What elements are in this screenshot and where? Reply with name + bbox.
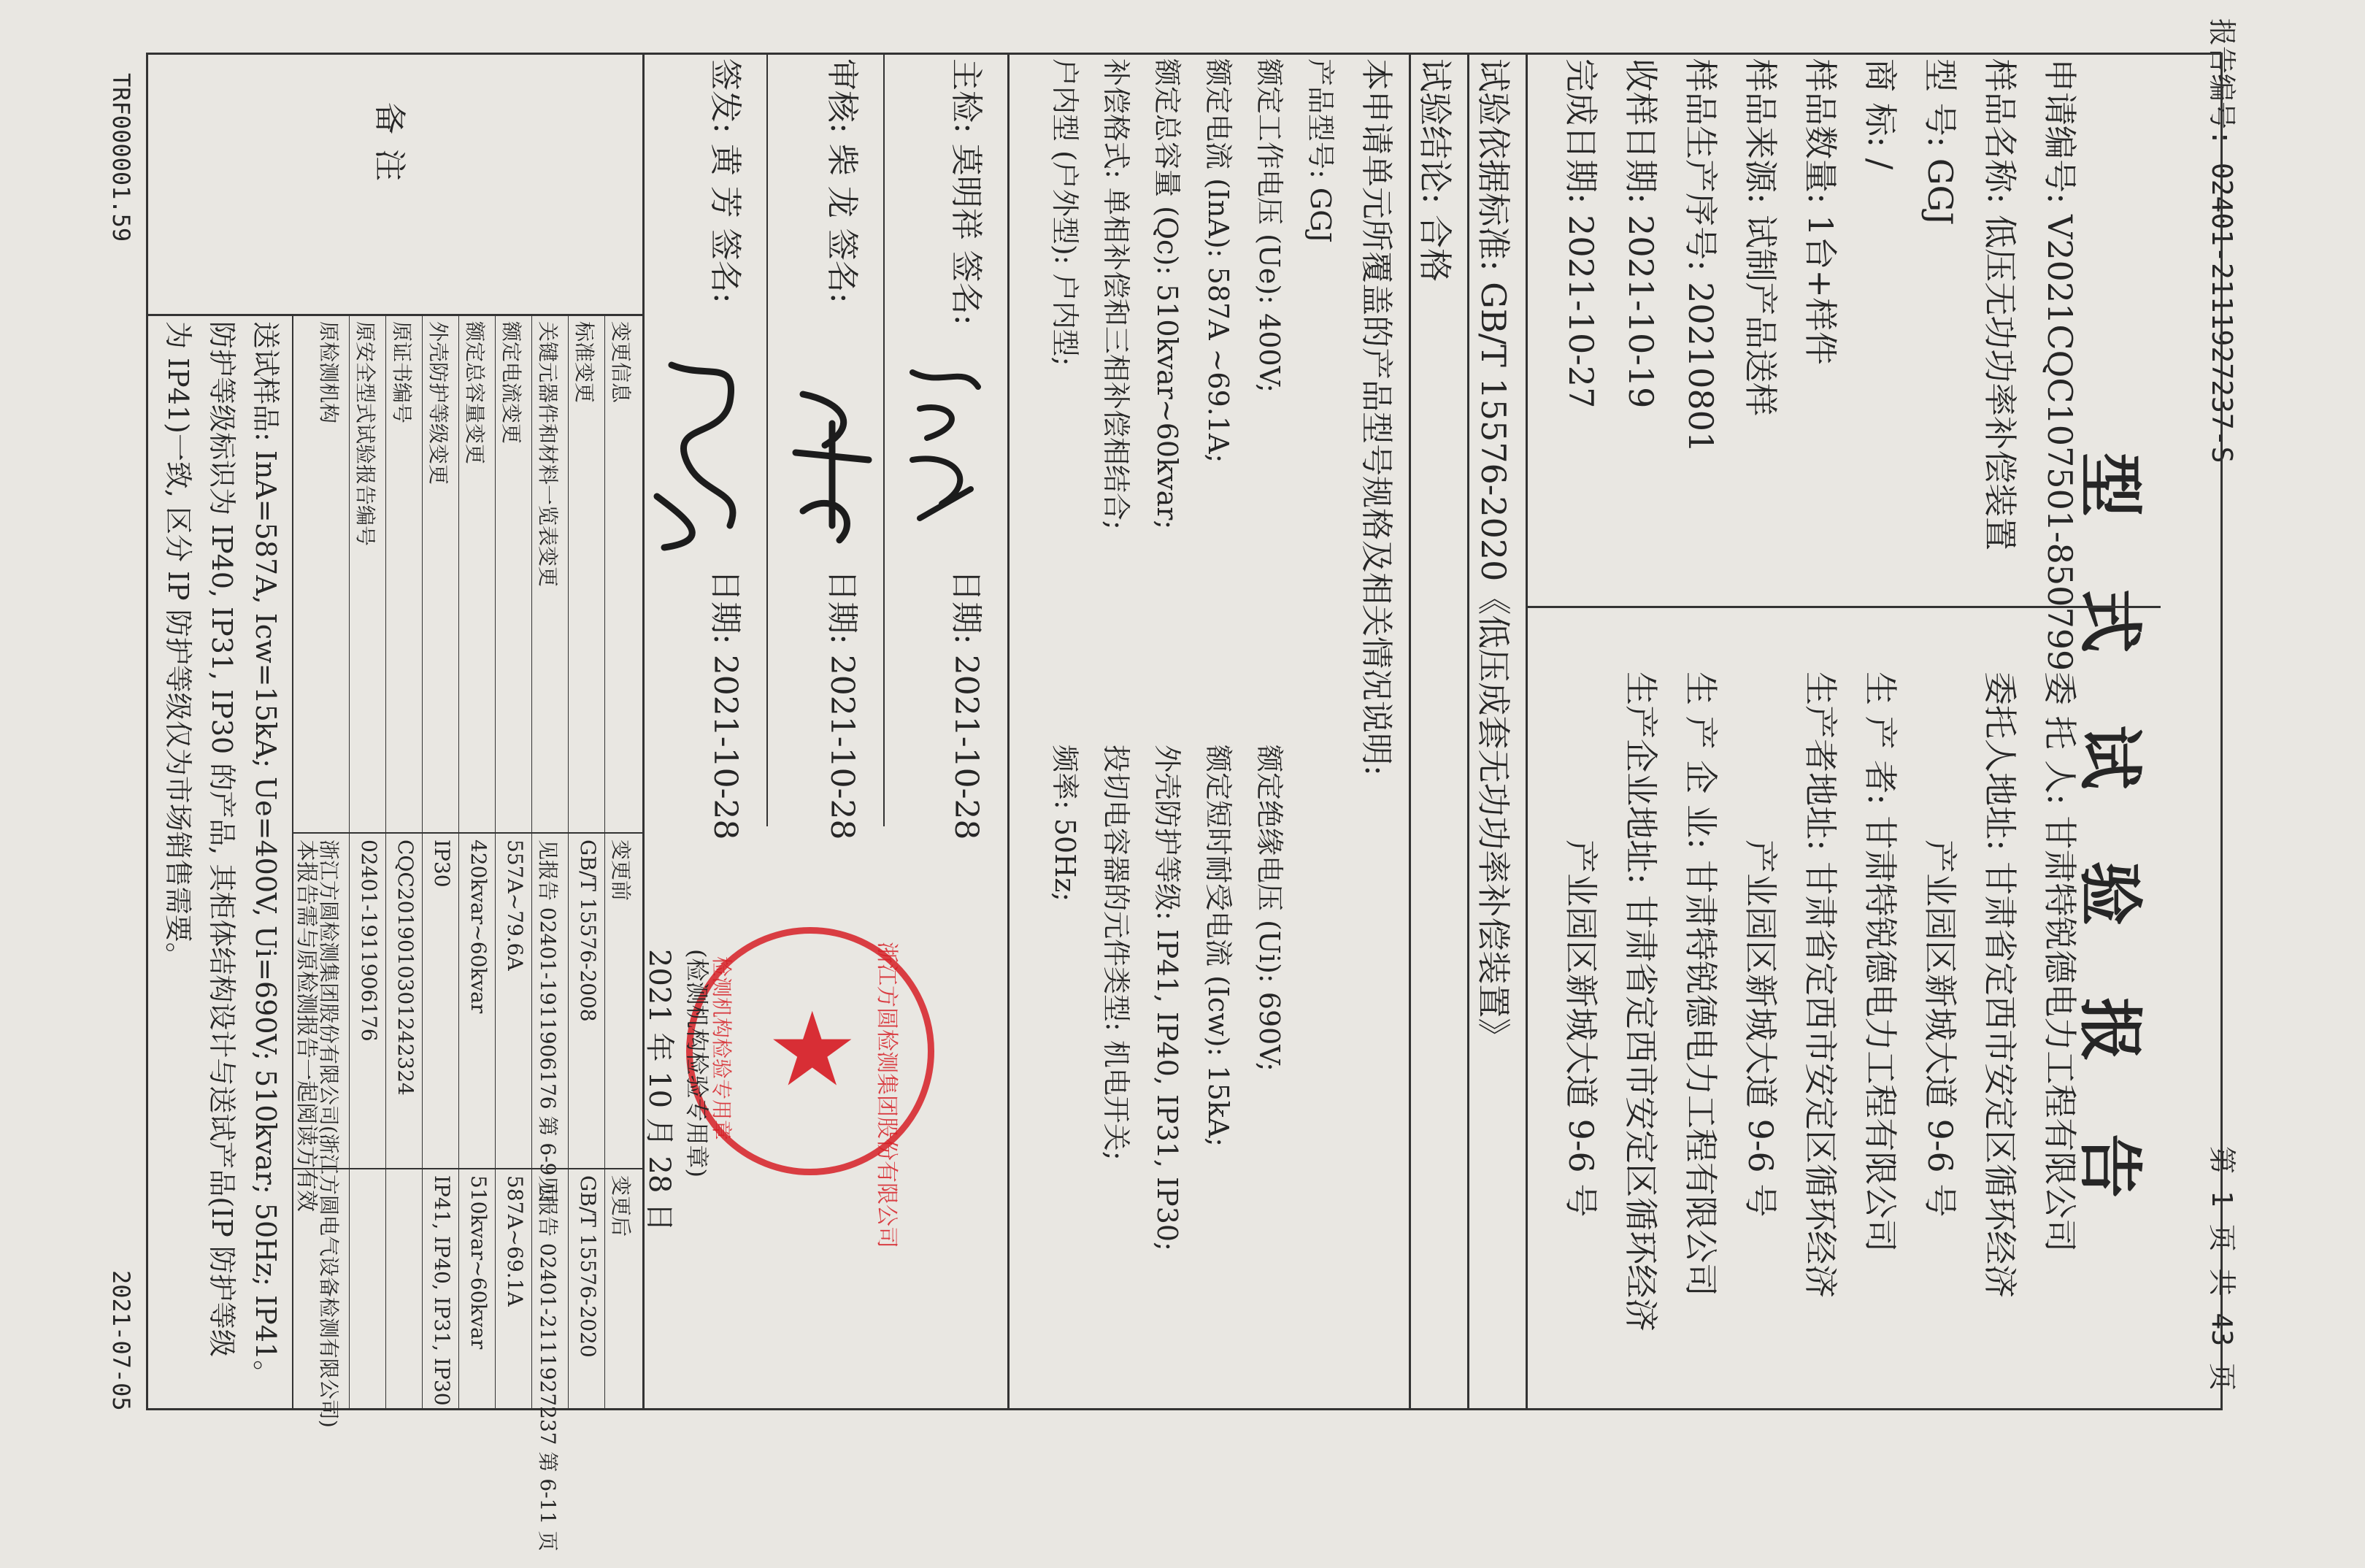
sample-source: 样品来源: 试制产品送样: [1741, 58, 1780, 417]
divider-signatures: [1007, 53, 1010, 1410]
sample-note-1: 送试样品: InA=587A, Icw=15kA; Ue=400V, Ui=690V; 510kvar; 50Hz; IP41。: [250, 321, 282, 1388]
seal-note: (检测机构检验专用章): [683, 949, 711, 1177]
remarks-table-cell: GB/T 15576-2020: [576, 1175, 600, 1358]
remarks-table-cell: 见报告 02401-2111927237 第 6-11 页: [536, 1175, 560, 1552]
remarks-table-cell: 外壳防护等级变更: [426, 321, 450, 485]
review-date: 日期: 2021-10-28: [823, 569, 861, 840]
producer-address-2: 产业园区新城大道 9-6 号: [1741, 839, 1780, 1218]
report-title: 型 式 试 验 报 告: [2072, 453, 2148, 1223]
frequency: 频率: 50Hz;: [1049, 745, 1081, 902]
remarks-col-1: [292, 832, 642, 834]
remarks-row-divider: [531, 314, 532, 1410]
remarks-table-cell: 额定总容量变更: [463, 321, 487, 465]
producer: 生 产 者: 甘肃特锐德电力工程有限公司: [1861, 672, 1900, 1253]
seal-date: 2021 年 10 月 28 日: [642, 949, 676, 1232]
remarks-table-cell: 02401-1911906176: [357, 839, 381, 1042]
seal-ring-text: 浙江方圆检测集团股份有限公司: [874, 942, 899, 1248]
remarks-col-2: [292, 1168, 642, 1169]
short-time-current: 额定短时耐受电流 (Icw): 15kA;: [1202, 745, 1234, 1148]
brand: 商 标: /: [1861, 58, 1900, 170]
rated-current: 额定电流 (InA): 587A ~69.1A;: [1202, 58, 1234, 464]
switching-type: 投切电容器的元件类型: 机电开关;: [1100, 745, 1132, 1161]
divider-review: [883, 53, 885, 826]
client-address-1: 委托人地址: 甘肃省定西市安定区循环经济: [1980, 672, 2020, 1299]
rated-capacity: 额定总容量 (Qc): 510kvar~60kvar;: [1151, 58, 1183, 530]
rated-insulation: 额定绝缘电压 (Ui): 690V;: [1253, 745, 1285, 1072]
chief-inspector: 主检: 莫明祥 签名:: [947, 58, 985, 326]
remarks-table-cell: 见报告 02401-1911906176 第 6-9 页: [536, 839, 560, 1203]
indoor-outdoor: 户内型 (户外型): 户内型;: [1049, 58, 1081, 366]
divider-issue: [766, 53, 768, 826]
test-standard: 试验依据标准: GB/T 15576-2020《低压成套无功功率补偿装置》: [1474, 58, 1513, 1052]
producer-address-1: 生产者地址: 甘肃省定西市安定区循环经济: [1801, 672, 1840, 1299]
remarks-row-divider: [349, 314, 350, 1410]
report-number: 报告编号: 02401-2111927237-S: [2206, 18, 2238, 464]
sample-note-2: 防护等级标识为 IP40, IP31, IP30 的产品, 其柜体结构设计与送试产品(IP 防护等级: [206, 321, 238, 1357]
received-date: 收样日期: 2021-10-19: [1621, 58, 1661, 409]
sample-quantity: 样品数量: 1台+样件: [1801, 58, 1840, 365]
remarks-header-cell: 变更信息: [609, 321, 633, 404]
row-divider-conclusion: [1467, 53, 1469, 1410]
factory: 生 产 企 业: 甘肃特锐德电力工程有限公司: [1681, 672, 1720, 1296]
compensation-type: 补偿格式: 单相补偿和三相补偿相结合;: [1100, 58, 1132, 530]
remarks-table-cell: 原检测机构: [317, 321, 341, 424]
remarks-row-divider: [604, 314, 605, 1410]
enclosure-ip: 外壳防护等级: IP41, IP40, IP31, IP30;: [1151, 745, 1183, 1251]
sample-note-3: 为 IP41)一致, 区分 IP 防护等级仅为市场销售需要。: [162, 321, 194, 970]
remarks-table-cell: CQC2019010301242324: [393, 839, 418, 1096]
model: 型 号: GGJ: [1920, 58, 1960, 226]
client: 委 托 人: 甘肃特锐德电力工程有限公司: [2040, 672, 2080, 1253]
remarks-row-divider: [458, 314, 459, 1410]
completed-date: 完成日期: 2021-10-27: [1561, 58, 1601, 409]
reviewer: 审核: 柴 龙 签名:: [823, 58, 861, 304]
rated-voltage: 额定工作电压 (Ue): 400V;: [1253, 58, 1285, 393]
test-conclusion: 试验结论: 合格: [1415, 58, 1455, 283]
seal-star-icon: ★: [766, 994, 858, 1107]
remarks-table-cell: 510kvar~60kvar: [466, 1175, 491, 1350]
remarks-header-cell: 变更前: [609, 839, 633, 902]
issuer: 签发: 黄 芳 签名:: [707, 58, 744, 304]
remarks-table-cell: 关键元器件和材料一览表变更: [536, 321, 560, 588]
remarks-label: 备注: [371, 102, 408, 196]
form-date: 2021-07-05: [107, 1270, 135, 1411]
remarks-table-cell: 420kvar~60kvar: [466, 839, 491, 1014]
remarks-row-divider: [422, 314, 423, 1410]
column-divider: [1526, 606, 2161, 608]
remarks-row-divider: [495, 314, 496, 1410]
remarks-table-cell: IP30: [430, 839, 454, 888]
remarks-table-cell: GB/T 15576-2008: [576, 839, 600, 1022]
remarks-row-divider: [568, 314, 569, 1410]
row-divider-coverage: [1409, 53, 1411, 1410]
client-address-2: 产业园区新城大道 9-6 号: [1920, 839, 1960, 1218]
signature-chief: [898, 358, 993, 533]
remarks-divider: [642, 53, 645, 1410]
factory-address-1: 生产企业地址: 甘肃省定西市安定区循环经济: [1621, 672, 1661, 1332]
remarks-table-cell: 587A~69.1A: [503, 1175, 527, 1307]
form-code: TRF000001.59: [107, 73, 135, 242]
remarks-table-cell: IP41, IP40, IP31, IP30: [430, 1175, 454, 1406]
sample-serial: 样品生产序号: 20210801: [1681, 58, 1720, 453]
remarks-table-cell: 原安全型式试验报告编号: [353, 321, 377, 547]
seal-inner-text: 检测机构检验专用章: [710, 956, 734, 1141]
remarks-table-cell: 557A~79.6A: [503, 839, 527, 971]
signature-reviewer: [781, 380, 883, 547]
remarks-header-cell: 变更后: [609, 1175, 633, 1237]
application-no: 申请编号: V2021CQC107501-850799: [2040, 58, 2080, 672]
remarks-row-divider: [385, 314, 386, 1410]
coverage-model: 产品型号: GGJ: [1304, 58, 1337, 243]
row-divider-standard: [1526, 53, 1528, 1410]
factory-address-2: 产业园区新城大道 9-6 号: [1561, 839, 1601, 1218]
page-indicator: 第 1 页 共 43 页: [2206, 1146, 2238, 1391]
sample-name: 样品名称: 低压无功功率补偿装置: [1980, 58, 2020, 551]
remarks-table-cell: 标准变更: [572, 321, 596, 404]
issue-date: 日期: 2021-10-28: [707, 569, 744, 840]
signature-issuer: [642, 350, 759, 555]
remarks-table-cell: 额定电流变更: [499, 321, 523, 445]
coverage-heading: 本申请单元所覆盖的产品型号规格及相关情况说明:: [1358, 58, 1395, 776]
remarks-table-cell: 浙江方圆检测集团股份有限公司(浙江方圆电气设备检测有限公司): [317, 839, 341, 1428]
chief-date: 日期: 2021-10-28: [947, 569, 985, 840]
remarks-table-cell: 原证书编号: [390, 321, 414, 424]
merged-note: 本报告需与原检测报告一起阅读方有效: [293, 839, 319, 1212]
